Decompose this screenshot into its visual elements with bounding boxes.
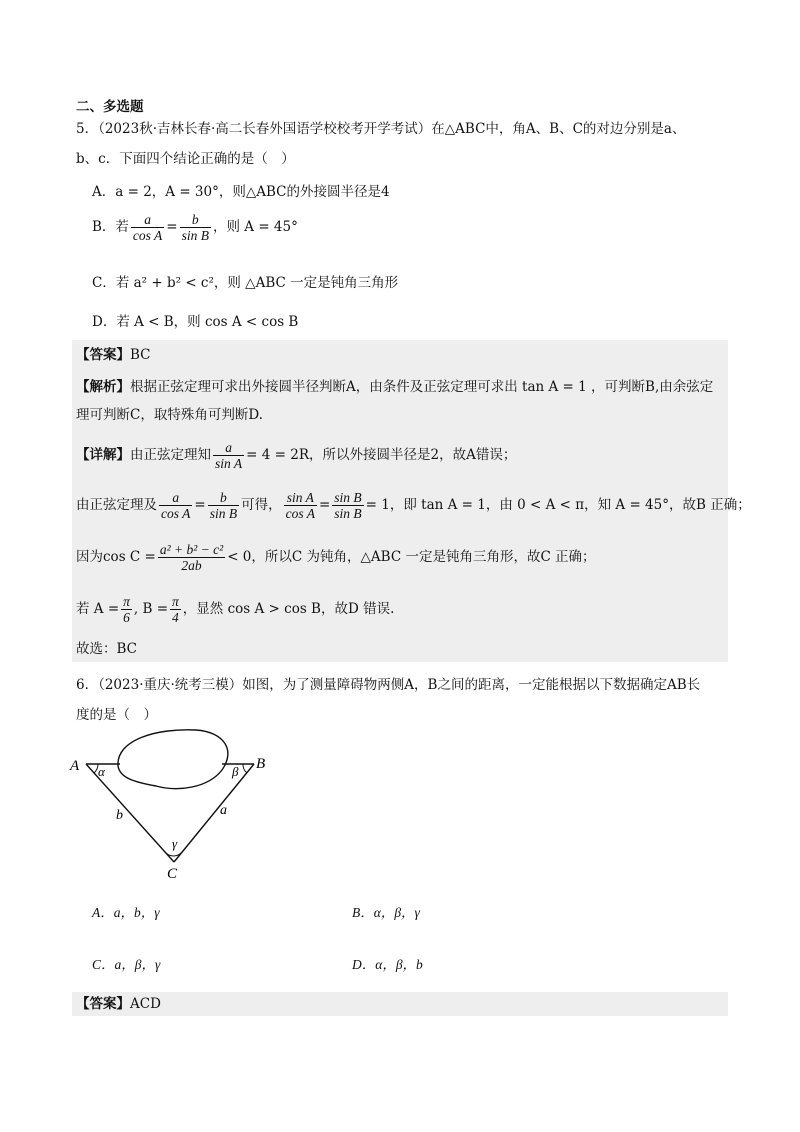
label-gamma: γ	[172, 836, 178, 851]
label-beta: β	[232, 764, 239, 779]
q5-detail4-mid: , B =	[133, 601, 169, 617]
q5-option-b-fraction-2: $\frac{b}{\text{sin B}}$	[181, 212, 209, 243]
q5-stem-line2: b、c．下面四个结论正确的是（ ）	[76, 151, 295, 167]
q5-detail2-prefix: 由正弦定理及	[76, 497, 157, 513]
q5-detail2-mid: 可得，	[241, 497, 282, 513]
label-a-vertex: A	[70, 758, 80, 774]
q5-detail3-prefix: 因为cos C =	[76, 549, 156, 565]
section-title: 二、多选题	[76, 99, 144, 115]
q5-number: 5．	[76, 121, 99, 137]
q5-detail-line4	[76, 594, 394, 625]
q5-detail2-fraction-1: $\frac{a}{\text{cos A}}$	[161, 490, 191, 521]
q5-answer	[76, 346, 151, 364]
q5-option-b-suffix: ，则 A = 45°	[213, 219, 298, 235]
q5-analysis-line2: 理可判断C，取特殊角可判断D.	[76, 407, 263, 423]
q5-analysis-text1: 根据正弦定理可求出外接圆半径判断A，由条件及正弦定理可求出 tan A = 1 ，可判断B,由余弦定	[130, 379, 714, 395]
obstacle-shape	[118, 730, 228, 789]
q5-detail2-suffix: = 1，即 tan A = 1，由 0 < A < π，知 A = 45°，故B 正确；	[365, 497, 751, 513]
q5-detail1-prefix: 由正弦定理知	[130, 447, 211, 463]
q5-option-d: D．若 A < B，则 cos A < cos B	[92, 314, 299, 330]
q5-analysis-label: 【解析】	[76, 379, 130, 395]
q6-triangle-figure	[66, 726, 276, 886]
q6-option-c: C．a，β，γ	[92, 957, 161, 972]
label-c-vertex: C	[167, 866, 178, 882]
q5-detail4-fraction-2: $\frac{\pi}{4}$	[172, 594, 179, 625]
q5-stem-line1	[76, 120, 685, 138]
q5-detail-line1	[76, 440, 516, 471]
q5-detail2-fraction-2: $\frac{b}{\text{sin B}}$	[209, 490, 238, 521]
q6-answer-panel	[72, 992, 728, 1016]
q5-option-b-prefix: B．若	[92, 219, 129, 235]
q6-option-b: B．α，β，γ	[352, 905, 420, 920]
beta-arc	[243, 764, 247, 773]
q5-detail-line2: 由正弦定理及 $\frac{a}{\text{cos A}}$ = $\frac{b}{\text{sin B}}$ 可得， $\frac{\text{sin A}}{\text{cos A}}$ = $\frac{\text{sin B}}{\text{sin B}}$ = 1，即 tan A = 1，由 0 < A < π，知 A = 45°，故B 正确；	[76, 490, 751, 521]
q5-detail2-fraction-4: $\frac{\text{sin B}}{\text{sin B}}$	[334, 490, 362, 521]
q5-option-b-fraction-1: $\frac{a}{\text{cos A}}$	[132, 212, 163, 243]
label-side-a: a	[220, 803, 227, 818]
q6-answer-value: ACD	[130, 996, 161, 1012]
q5-stem-text: （2023秋·吉林长春·高二长春外国语学校校考开学考试）在△ABC中，角A、B、C的对边分别是a、	[98, 121, 686, 137]
q5-detail1-fraction: $\frac{a}{\text{sin A}}$	[215, 440, 243, 471]
q6-stem-line2: 度的是（ ）	[76, 707, 157, 723]
q5-answer-label: 【答案】	[76, 347, 130, 363]
q5-analysis-line1	[76, 378, 713, 396]
q5-option-c: C．若 a² + b² < c²，则 △ABC 一定是钝角三角形	[92, 275, 399, 291]
label-b-vertex: B	[256, 756, 266, 772]
q6-answer	[76, 995, 161, 1013]
label-side-b: b	[116, 808, 123, 823]
q5-option-b	[92, 212, 298, 243]
q5-detail3-fraction: $\frac{\text{a² + b² − c²}}{2ab}$	[159, 542, 224, 573]
q6-option-d: D．α，β，b	[352, 957, 423, 972]
q5-detail4-fraction-1: $\frac{\pi}{6}$	[123, 594, 130, 625]
q6-answer-label: 【答案】	[76, 996, 130, 1012]
q6-number: 6．	[76, 677, 99, 693]
q5-detail-label: 【详解】	[76, 447, 130, 463]
q5-detail2-fraction-3: $\frac{\text{sin A}}{\text{cos A}}$	[285, 490, 315, 521]
q5-detail3-suffix: < 0，所以C 为钝角，△ABC 一定是钝角三角形，故C 正确；	[227, 549, 596, 565]
side-a	[174, 764, 254, 862]
q6-stem-line1	[76, 676, 700, 694]
q6-option-a: A．a，b，γ	[92, 905, 160, 920]
q5-answer-value: BC	[130, 347, 151, 363]
q5-detail4-prefix: 若 A =	[76, 601, 120, 617]
label-alpha: α	[98, 764, 105, 779]
q5-detail1-suffix: = 4 = 2R，所以外接圆半径是2，故A错误；	[246, 447, 517, 463]
q6-stem-text: （2023·重庆·统考三模）如图，为了测量障碍物两侧A，B之间的距离，一定能根据以下数据确定AB长	[98, 677, 701, 693]
q5-option-b-equals: =	[166, 219, 178, 235]
q5-option-a: A．a = 2，A = 30°，则△ABC的外接圆半径是4	[92, 184, 390, 200]
q5-detail-line3	[76, 542, 596, 573]
q5-choose: 故选：BC	[76, 641, 138, 657]
q5-detail4-suffix: ，显然 cos A > cos B，故D 错误.	[182, 601, 395, 617]
